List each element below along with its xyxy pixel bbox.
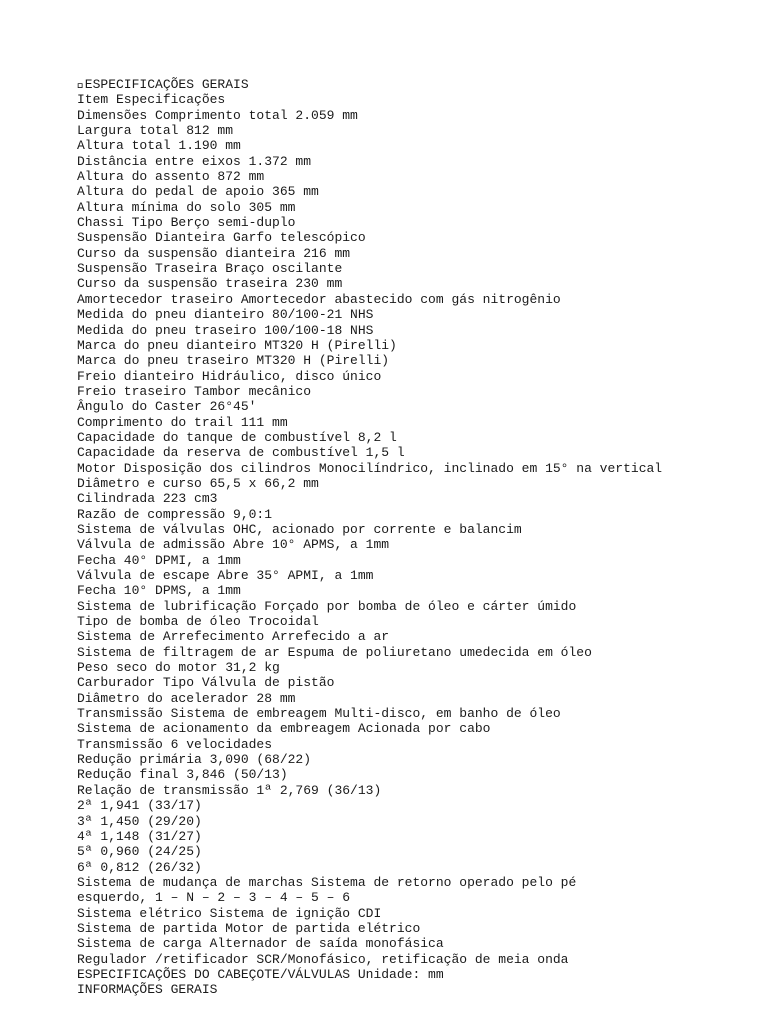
text-line: Tipo de bomba de óleo Trocoidal	[77, 614, 319, 630]
text-line: 6ª 0,812 (26/32)	[77, 859, 202, 875]
text-line: Amortecedor traseiro Amortecedor abastecido com gás nitrogênio	[77, 291, 561, 307]
text-line: 4ª 1,148 (31/27)	[77, 828, 202, 844]
text-line: Dimensões Comprimento total 2.059 mm	[77, 107, 358, 123]
text-line: Capacidade da reserva de combustível 1,5 l	[77, 445, 405, 461]
text-line: Válvula de admissão Abre 10° APMS, a 1mm	[77, 537, 390, 553]
text-line: Freio traseiro Tambor mecânico	[77, 383, 312, 399]
text-line: Sistema de válvulas OHC, acionado por corrente e balancim	[77, 521, 522, 537]
text-line: Motor Disposição dos cilindros Monocilíndrico, inclinado em 15° na vertical	[77, 460, 663, 476]
text-line: Medida do pneu traseiro 100/100-18 NHS	[77, 322, 374, 338]
text-line: Item Especificações	[77, 92, 226, 108]
text-line: Fecha 40° DPMI, a 1mm	[77, 552, 241, 568]
text-line: Marca do pneu dianteiro MT320 H (Pirelli)	[77, 337, 397, 353]
text-line: Sistema de filtragem de ar Espuma de poliuretano umedecida em óleo	[77, 644, 592, 660]
text-line: Comprimento do trail 111 mm	[77, 414, 288, 430]
text-line: Marca do pneu traseiro MT320 H (Pirelli)	[77, 353, 390, 369]
text-line: Diâmetro do acelerador 28 mm	[77, 690, 296, 706]
text-line: Medida do pneu dianteiro 80/100-21 NHS	[77, 307, 374, 323]
text-line: Suspensão Traseira Braço oscilante	[77, 261, 343, 277]
text-line: Fecha 10° DPMS, a 1mm	[77, 583, 241, 599]
text-line: Sistema elétrico Sistema de ignição CDI	[77, 905, 382, 921]
document-body	[77, 77, 757, 998]
text-line: Relação de transmissão 1ª 2,769 (36/13)	[77, 782, 382, 798]
text-line: Sistema de lubrificação Forçado por bomba de óleo e cárter úmido	[77, 598, 577, 614]
text-line: Chassi Tipo Berço semi-duplo	[77, 215, 296, 231]
section-heading: INFORMAÇÕES GERAIS	[77, 982, 218, 998]
text-line: Válvula de escape Abre 35° APMI, a 1mm	[77, 568, 374, 583]
text-line: Largura total 812 mm	[77, 123, 234, 139]
text-line: Regulador /retificador SCR/Monofásico, retificação de meia onda	[77, 951, 569, 967]
text-line: 2ª 1,941 (33/17)	[77, 798, 202, 814]
text-line: Curso da suspensão dianteira 216 mm	[77, 245, 351, 261]
text-line: Diâmetro e curso 65,5 x 66,2 mm	[77, 475, 319, 491]
text-line: Sistema de Arrefecimento Arrefecido a ar	[77, 629, 390, 645]
text-line: Cilindrada 223 cm3	[77, 491, 218, 507]
text-line: Distância entre eixos 1.372 mm	[77, 153, 312, 169]
section-heading: ESPECIFICAÇÕES DO CABEÇOTE/VÁLVULAS Unidade: mm	[77, 966, 444, 982]
text-line: 5ª 0,960 (24/25)	[77, 844, 202, 860]
text-line: 3ª 1,450 (29/20)	[77, 813, 202, 829]
text-line: Sistema de acionamento da embreagem Acionada por cabo	[77, 721, 491, 737]
text-line: Redução primária 3,090 (68/22)	[77, 752, 312, 768]
text-line: Capacidade do tanque de combustível 8,2 l	[77, 429, 397, 445]
text-line: Altura do pedal de apoio 365 mm	[77, 184, 319, 200]
text-line: Curso da suspensão traseira 230 mm	[77, 276, 343, 292]
text-line: esquerdo, 1 – N – 2 – 3 – 4 – 5 – 6	[77, 890, 351, 906]
text-line: Transmissão 6 velocidades	[77, 736, 273, 752]
text-line: Ângulo do Caster 26°45'	[77, 399, 257, 415]
text-line: Redução final 3,846 (50/13)	[77, 767, 288, 783]
text-line: Sistema de mudança de marchas Sistema de retorno operado pelo pé	[77, 874, 577, 890]
text-line: Sistema de partida Motor de partida elétrico	[77, 920, 421, 936]
document-heading: ESPECIFICAÇÕES GERAIS	[77, 77, 249, 92]
text-line: Suspensão Dianteira Garfo telescópico	[77, 230, 366, 246]
text-line: Altura mínima do solo 305 mm	[77, 199, 296, 215]
text-line: Carburador Tipo Válvula de pistão	[77, 675, 335, 691]
text-line: Transmissão Sistema de embreagem Multi-disco, em banho de óleo	[77, 706, 561, 722]
text-line: Altura total 1.190 mm	[77, 138, 241, 154]
text-line: Freio dianteiro Hidráulico, disco único	[77, 368, 382, 384]
text-line: Altura do assento 872 mm	[77, 169, 265, 185]
text-line: Razão de compressão 9,0:1	[77, 506, 273, 522]
text-line: Sistema de carga Alternador de saída monofásica	[77, 936, 444, 952]
text-line: Peso seco do motor 31,2 kg	[77, 660, 280, 676]
